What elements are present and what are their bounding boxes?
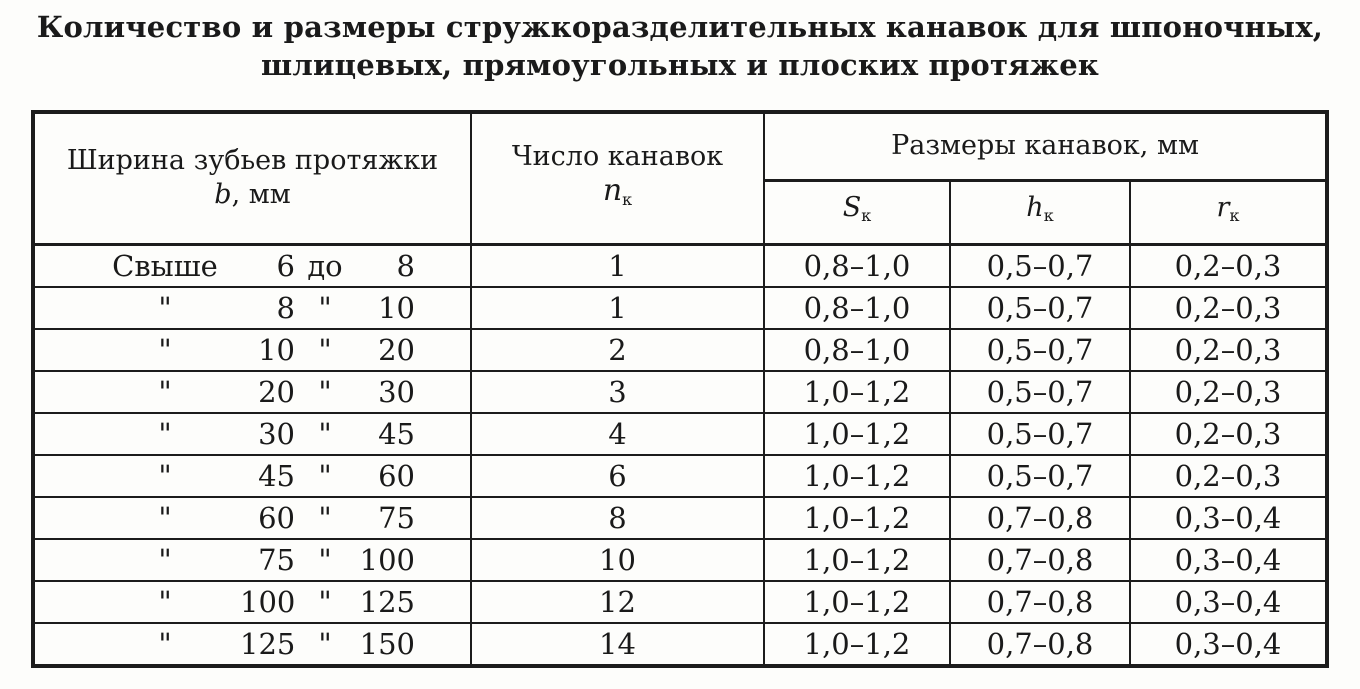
range-from: 10 [258, 332, 295, 367]
range-to: 125 [359, 584, 415, 619]
table-row [33, 244, 1327, 287]
title-line-1: Количество и размеры стружкоразделительных канавок для шпоночных, [36, 10, 1324, 44]
range-from: 125 [240, 626, 296, 661]
groove-r-cell: 0,2–0,3 [1130, 244, 1327, 287]
tooth-width-range [33, 244, 471, 287]
grooves-table [31, 110, 1329, 668]
range-wrap [35, 541, 470, 579]
range-wrap [35, 331, 470, 369]
range-to: 75 [378, 500, 415, 535]
groove-count-cell: 1 [471, 287, 764, 329]
groove-count-cell: 1 [471, 244, 764, 287]
range-to: 30 [378, 374, 415, 409]
groove-h-cell: 0,7–0,8 [950, 623, 1130, 666]
header-r [1130, 180, 1327, 244]
range-wrap [35, 373, 470, 411]
range-prefix: Свыше [112, 248, 218, 283]
range-from: 6 [276, 248, 295, 283]
header-tooth-width-line1: Ширина зубьев протяжки [66, 145, 439, 177]
tooth-width-range [33, 623, 471, 666]
tooth-width-range [33, 287, 471, 329]
header-r-sub: к [1229, 206, 1240, 225]
groove-s-cell: 0,8–1,0 [764, 287, 950, 329]
header-var-n-symbol: n [602, 172, 623, 208]
groove-h-cell: 0,5–0,7 [950, 413, 1130, 455]
groove-s-cell: 1,0–1,2 [764, 371, 950, 413]
range-to: 150 [359, 626, 415, 661]
range-wrap [35, 415, 470, 453]
tooth-width-range [33, 497, 471, 539]
range-from: 45 [258, 458, 295, 493]
groove-r-cell: 0,2–0,3 [1130, 455, 1327, 497]
groove-r-cell: 0,2–0,3 [1130, 413, 1327, 455]
header-s [764, 180, 950, 244]
groove-count-cell: 2 [471, 329, 764, 371]
groove-h-cell: 0,5–0,7 [950, 455, 1130, 497]
header-s-sub: к [861, 206, 872, 225]
range-separator: " [318, 500, 332, 535]
range-prefix: " [158, 332, 172, 367]
table-row [33, 581, 1327, 623]
range-from: 8 [276, 290, 295, 325]
range-prefix: " [158, 374, 172, 409]
header-h-sub: к [1043, 206, 1054, 225]
header-var-b: b [214, 179, 232, 211]
groove-count-cell: 8 [471, 497, 764, 539]
groove-h-cell: 0,5–0,7 [950, 287, 1130, 329]
groove-r-cell: 0,3–0,4 [1130, 623, 1327, 666]
range-prefix: " [158, 458, 172, 493]
tooth-width-range [33, 455, 471, 497]
groove-count-cell: 3 [471, 371, 764, 413]
table-row [33, 371, 1327, 413]
groove-s-cell: 0,8–1,0 [764, 244, 950, 287]
groove-h-cell: 0,5–0,7 [950, 371, 1130, 413]
range-wrap [35, 583, 470, 621]
range-prefix: " [158, 584, 172, 619]
header-h-symbol: h [1026, 192, 1044, 223]
groove-r-cell: 0,3–0,4 [1130, 497, 1327, 539]
range-from: 20 [258, 374, 295, 409]
groove-count-cell: 14 [471, 623, 764, 666]
table-title [0, 8, 1360, 84]
table-row [33, 329, 1327, 371]
range-separator: " [318, 374, 332, 409]
table-row [33, 539, 1327, 581]
header-h [950, 180, 1130, 244]
range-separator: " [318, 416, 332, 451]
table-row [33, 623, 1327, 666]
groove-h-cell: 0,7–0,8 [950, 497, 1130, 539]
range-prefix: " [158, 416, 172, 451]
header-tooth-width-line2 [35, 178, 470, 212]
range-wrap [35, 289, 470, 327]
groove-r-cell: 0,2–0,3 [1130, 371, 1327, 413]
range-wrap [35, 247, 470, 285]
groove-r-cell: 0,3–0,4 [1130, 539, 1327, 581]
header-var-n [472, 174, 763, 217]
groove-r-cell: 0,2–0,3 [1130, 287, 1327, 329]
range-separator: до [307, 248, 343, 283]
tooth-width-range [33, 581, 471, 623]
range-separator: " [318, 332, 332, 367]
tooth-width-range [33, 371, 471, 413]
tooth-width-range [33, 413, 471, 455]
header-groove-count-label: Число канавок [511, 140, 724, 172]
groove-h-cell: 0,7–0,8 [950, 539, 1130, 581]
range-to: 10 [378, 290, 415, 325]
range-wrap [35, 457, 470, 495]
groove-count-cell: 6 [471, 455, 764, 497]
range-to: 20 [378, 332, 415, 367]
range-from: 75 [258, 542, 295, 577]
groove-s-cell: 1,0–1,2 [764, 581, 950, 623]
range-from: 100 [240, 584, 296, 619]
groove-r-cell: 0,3–0,4 [1130, 581, 1327, 623]
range-wrap [35, 625, 470, 663]
range-separator: " [318, 626, 332, 661]
range-from: 60 [258, 500, 295, 535]
groove-count-cell: 12 [471, 581, 764, 623]
range-to: 60 [378, 458, 415, 493]
range-prefix: " [158, 290, 172, 325]
range-separator: " [318, 542, 332, 577]
table-row [33, 413, 1327, 455]
tooth-width-range [33, 539, 471, 581]
range-prefix: " [158, 626, 172, 661]
header-groove-count [471, 112, 764, 244]
groove-s-cell: 1,0–1,2 [764, 455, 950, 497]
range-separator: " [318, 458, 332, 493]
groove-h-cell: 0,7–0,8 [950, 581, 1130, 623]
header-s-symbol: S [842, 192, 862, 223]
table-body [33, 244, 1327, 666]
header-tooth-width [33, 112, 471, 244]
title-line-2: шлицевых, прямоугольных и плоских протяжек [260, 48, 1100, 82]
groove-s-cell: 1,0–1,2 [764, 497, 950, 539]
range-prefix: " [158, 542, 172, 577]
range-to: 8 [396, 248, 415, 283]
range-to: 45 [378, 416, 415, 451]
groove-h-cell: 0,5–0,7 [950, 329, 1130, 371]
groove-s-cell: 0,8–1,0 [764, 329, 950, 371]
range-wrap [35, 499, 470, 537]
header-unit-mm: , мм [231, 179, 291, 211]
table-row [33, 287, 1327, 329]
groove-s-cell: 1,0–1,2 [764, 539, 950, 581]
header-r-symbol: r [1216, 192, 1230, 223]
table-row [33, 455, 1327, 497]
groove-s-cell: 1,0–1,2 [764, 413, 950, 455]
range-to: 100 [359, 542, 415, 577]
groove-r-cell: 0,2–0,3 [1130, 329, 1327, 371]
range-prefix: " [158, 500, 172, 535]
range-separator: " [318, 290, 332, 325]
groove-s-cell: 1,0–1,2 [764, 623, 950, 666]
range-separator: " [318, 584, 332, 619]
range-from: 30 [258, 416, 295, 451]
header-var-n-sub: к [622, 189, 633, 209]
tooth-width-range [33, 329, 471, 371]
groove-count-cell: 10 [471, 539, 764, 581]
header-groove-sizes: Размеры канавок, мм [764, 112, 1327, 180]
table-row [33, 497, 1327, 539]
groove-count-cell: 4 [471, 413, 764, 455]
groove-h-cell: 0,5–0,7 [950, 244, 1130, 287]
